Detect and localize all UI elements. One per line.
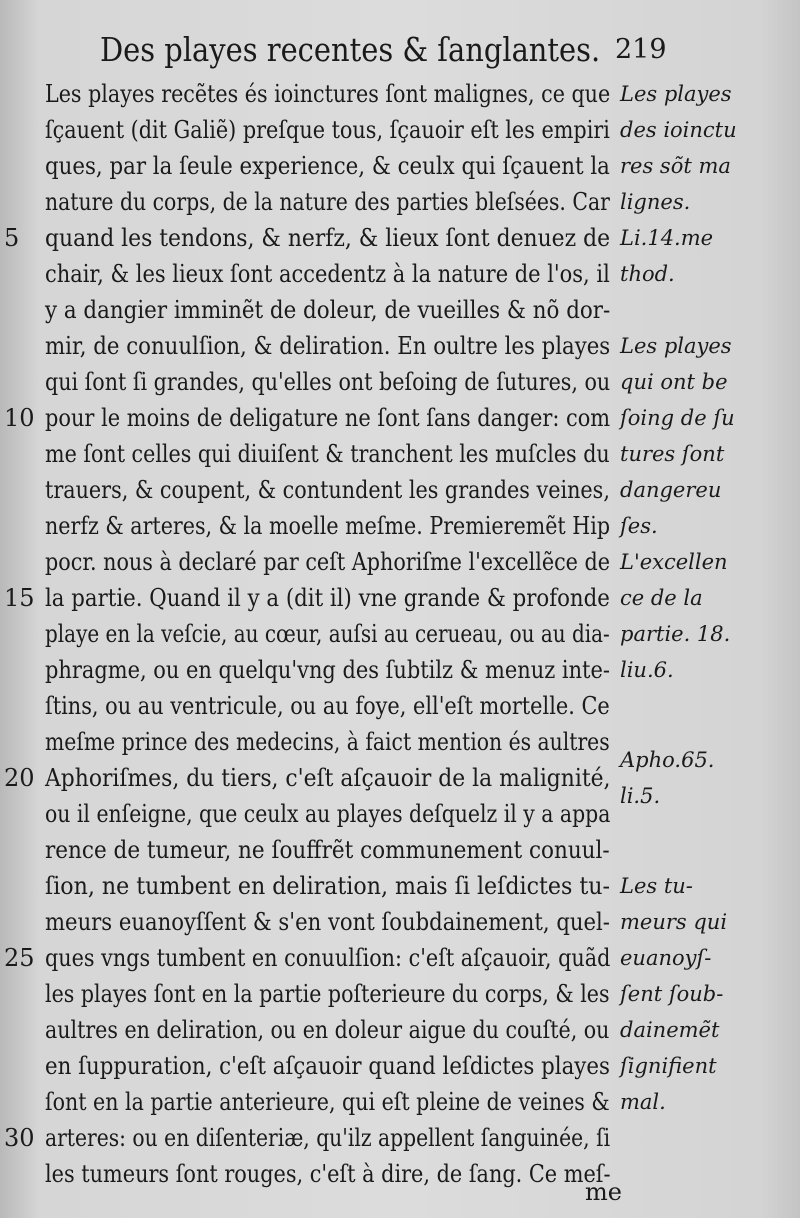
marginal-note: Les tu-	[620, 874, 693, 898]
text-line: nature du corps, de la nature des parties bleſsées. Car	[45, 188, 610, 216]
text-line: qui ſont ſi grandes, qu'elles ont beſoing de ſutures, ou	[45, 368, 611, 396]
text-line: playe en la veſcie, au cœur, auſsi au cerueau, ou au dia-	[45, 620, 610, 648]
marginal-note: qui ont be	[620, 370, 728, 394]
text-line: les playes ſont en la partie poſterieure du corps, & les	[45, 980, 610, 1008]
text-line: ques vngs tumbent en conuulſion: c'eſt aſçauoir, quãd	[45, 944, 611, 972]
line-number: 10	[4, 404, 35, 432]
marginal-note: mal.	[620, 1090, 666, 1114]
marginal-note: ſoing de ſu	[620, 406, 735, 430]
text-line: rence de tumeur, ne ſouffrẽt communement conuul-	[45, 836, 610, 864]
marginal-note: partie. 18.	[620, 622, 731, 646]
running-header	[100, 28, 667, 72]
marginal-note: tures ſont	[620, 442, 725, 466]
marginal-note: meurs qui	[620, 910, 728, 934]
text-line: meurs euanoyſſent & s'en vont ſoubdainement, quel-	[45, 908, 610, 936]
marginal-note: liu.6.	[620, 658, 674, 682]
marginal-note: dangereu	[620, 478, 722, 502]
marginal-note: ſent ſoub-	[620, 982, 724, 1006]
text-line: pour le moins de deligature ne ſont ſans danger: com	[45, 404, 611, 432]
marginal-note: dainemẽt	[620, 1018, 720, 1042]
running-title: Des playes recentes & ſanglantes.	[100, 30, 601, 69]
text-line: mir, de conuulſion, & deliration. En oultre les playes	[45, 332, 611, 360]
text-line: ſçauent (dit Galiẽ) preſque tous, ſçauoir eſt les empiri	[45, 116, 610, 144]
marginal-note: Les playes	[620, 82, 732, 106]
text-line: chair, & les lieux ſont accedentz à la nature de l'os, il	[45, 260, 610, 288]
marginal-note: Li.14.me	[620, 226, 714, 250]
text-line: arteres: ou en diſenteriæ, qu'ilz appellent ſanguinée, ſi	[45, 1124, 611, 1152]
text-line: nerfz & arteres, & la moelle meſme. Premieremẽt Hip	[45, 512, 611, 540]
marginal-note: ſignifient	[620, 1054, 717, 1078]
marginal-note: L'excellen	[620, 550, 728, 574]
marginal-note: ſes.	[620, 514, 658, 538]
marginal-note: des ioinctu	[620, 118, 737, 142]
line-number: 25	[4, 944, 35, 972]
page-number: 219	[615, 34, 667, 65]
marginal-note: thod.	[620, 262, 675, 286]
text-line: meſme prince des medecins, à faict mention és aultres	[45, 728, 610, 756]
text-line: quand les tendons, & nerfz, & lieux ſont denuez de	[45, 224, 611, 252]
marginal-note: Les playes	[620, 334, 732, 358]
marginal-note: ce de la	[620, 586, 703, 610]
marginal-note: euanoyſ-	[620, 946, 712, 970]
text-line: ſont en la partie anterieure, qui eſt pleine de veines &	[45, 1088, 610, 1116]
line-number: 5	[4, 224, 20, 252]
text-line: phragme, ou en quelqu'vng des ſubtilz & menuz inte-	[45, 656, 610, 684]
line-number: 15	[4, 584, 35, 612]
text-line: Aphoriſmes, du tiers, c'eſt aſçauoir de la malignité,	[45, 764, 611, 792]
line-number: 20	[4, 764, 35, 792]
text-line: y a dangier imminẽt de doleur, de vueilles & nõ dor-	[45, 296, 611, 324]
marginal-note: lignes.	[620, 190, 691, 214]
text-line: me ſont celles qui diuiſent & tranchent les muſcles du	[45, 440, 610, 468]
text-line: Les playes recẽtes és ioinctures ſont malignes, ce que	[45, 80, 611, 108]
text-line: ou il enſeigne, que ceulx au playes deſquelz il y a appa	[45, 800, 611, 828]
catchword: me	[585, 1178, 622, 1206]
text-line: pocr. nous à declaré par ceſt Aphoriſme l'excellẽce de	[45, 548, 611, 576]
text-line: aultres en deliration, ou en doleur aigue du couſté, ou	[45, 1016, 610, 1044]
text-line: ſtins, ou au ventricule, ou au foye, ell'eſt mortelle. Ce	[45, 692, 610, 720]
text-line: en ſuppuration, c'eſt aſçauoir quand leſdictes playes	[45, 1052, 610, 1080]
marginal-note: li.5.	[620, 784, 661, 808]
text-line: ques, par la ſeule experience, & ceulx qui ſçauent la	[45, 152, 610, 180]
line-number: 30	[4, 1124, 35, 1152]
text-line: les tumeurs ſont rouges, c'eſt à dire, de ſang. Ce meſ-	[45, 1160, 611, 1188]
text-line: trauers, & coupent, & contundent les grandes veines,	[45, 476, 610, 504]
marginal-note: res sõt ma	[620, 154, 731, 178]
text-line: ſion, ne tumbent en deliration, mais ſi leſdictes tu-	[45, 872, 610, 900]
marginal-note: Apho.65.	[620, 748, 715, 772]
text-line: la partie. Quand il y a (dit il) vne grande & profonde	[45, 584, 610, 612]
